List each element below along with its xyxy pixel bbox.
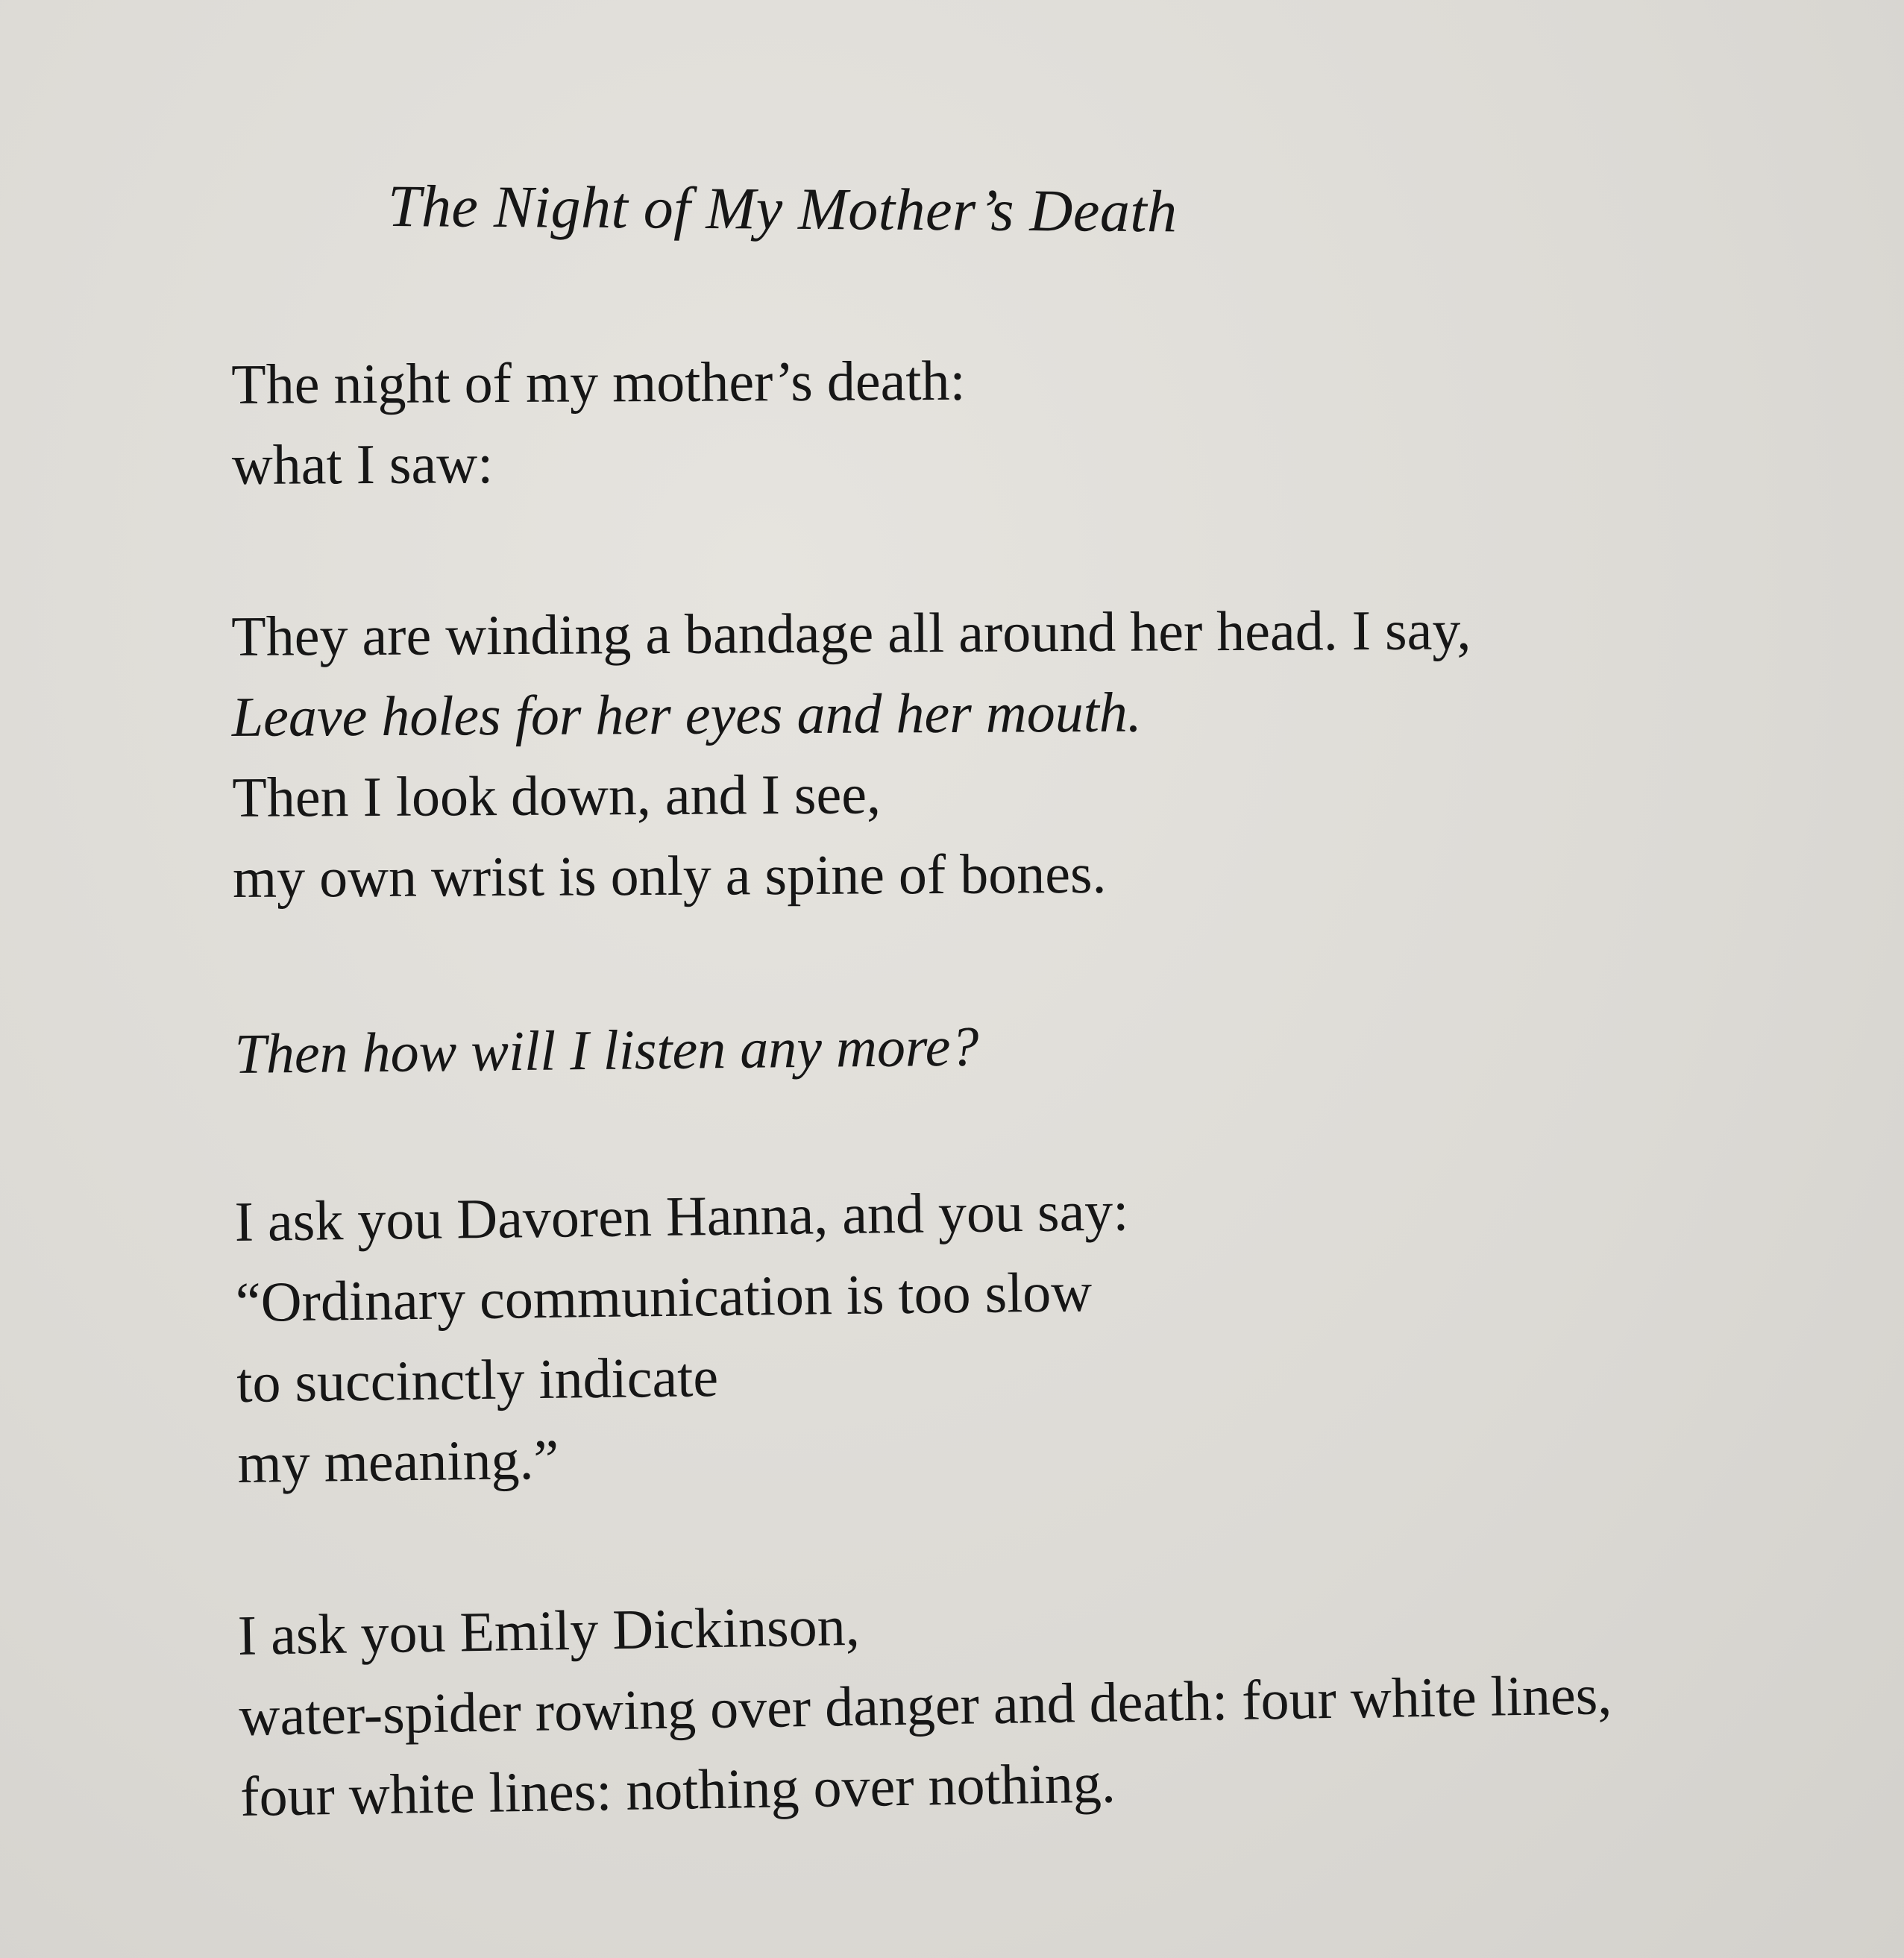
poem-line-italic: Leave holes for her eyes and her mouth. bbox=[231, 681, 1143, 749]
poem-line: four white lines: nothing over nothing. bbox=[239, 1751, 1116, 1828]
poem-line: my meaning.” bbox=[237, 1428, 559, 1495]
poem-line: what I saw: bbox=[231, 432, 494, 497]
poem-line: to succinctly indicate bbox=[236, 1346, 719, 1414]
poem-line: water-spider rowing over danger and death: four white lines, bbox=[238, 1663, 1612, 1748]
poem-line: my own wrist is only a spine of bones. bbox=[232, 842, 1107, 910]
poem-line: “Ordinary communication is too slow bbox=[235, 1260, 1093, 1334]
poem-line: I ask you Emily Dickinson, bbox=[237, 1594, 861, 1667]
poem-title: The Night of My Mother’s Death bbox=[387, 174, 1178, 245]
poem-line: I ask you Davoren Hanna, and you say: bbox=[234, 1180, 1129, 1253]
stanza bbox=[231, 341, 966, 506]
stanza bbox=[234, 1007, 979, 1095]
poem-line: They are winding a bandage all around her head. I say, bbox=[231, 599, 1471, 668]
stanza bbox=[231, 590, 1472, 919]
stanza bbox=[237, 1574, 1614, 1837]
poem-line: The night of my mother’s death: bbox=[231, 349, 966, 416]
poem-line-italic: Then how will I listen any more? bbox=[234, 1015, 979, 1086]
poem-line: Then I look down, and I see, bbox=[232, 763, 882, 829]
stanza bbox=[234, 1171, 1132, 1504]
